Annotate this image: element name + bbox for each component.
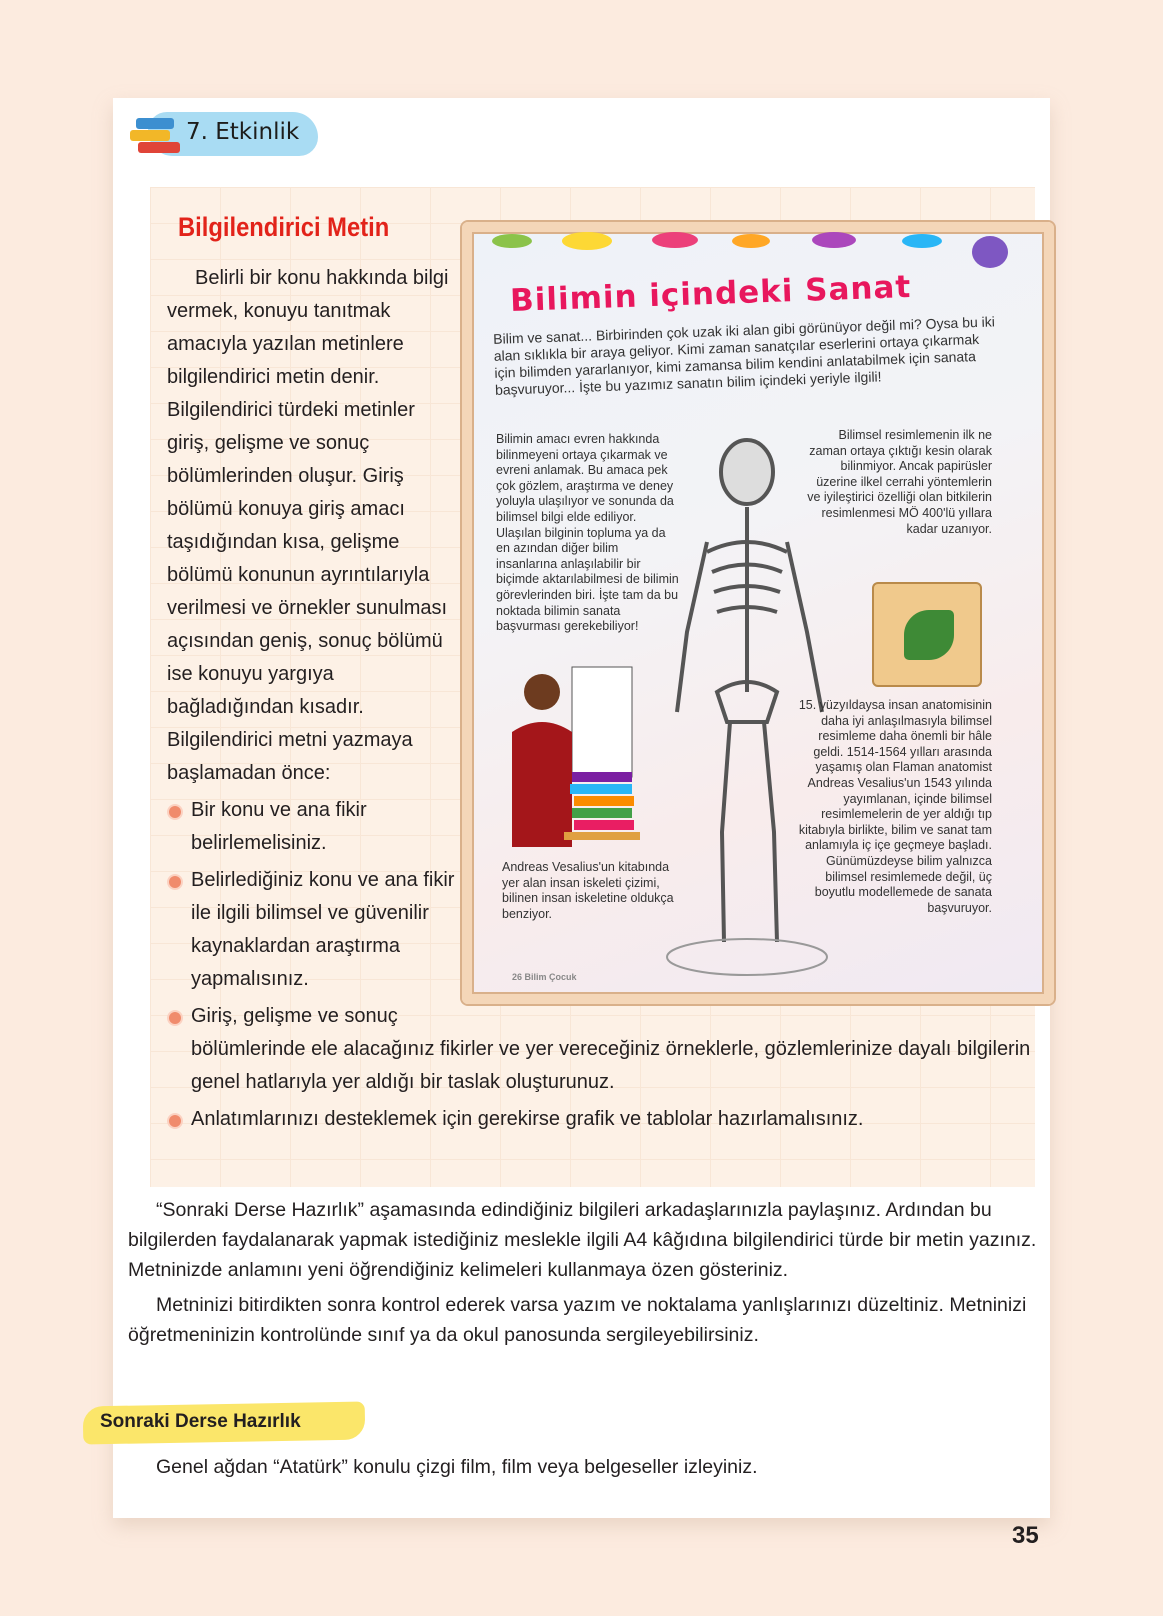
paragraph: Metninizi bitirdikten sonra kontrol ederek varsa yazım ve noktalama yanlışlarınızı düzeltiniz. Metninizi öğretmeninizin kontrolünde sınıf ya da okul panosunda sergileyebilirsiniz. <box>128 1294 1027 1346</box>
magazine-title: Bilimin içindeki Sanat <box>509 269 912 319</box>
section-title: Bilgilendirici Metin <box>178 212 390 242</box>
magazine-footer: 26 Bilim Çocuk <box>512 972 577 982</box>
bullet-icon <box>169 1115 181 1127</box>
vesalius-caption: Andreas Vesalius'un kitabında yer alan insan iskeleti çizimi, bilinen insan iskeletine oldukça benziyor. <box>502 860 674 921</box>
magazine-right-bottom-text: 15. yüzyıldaysa insan anatomisinin daha iyi anlaşılmasıyla bilimsel resimleme daha önemli bir hâle geldi. 1514-1564 yılları arasında yaşamış olan Flaman anatomist Andreas Vesalius'un 1543 yılında yayımlanan, içinde bilimsel resimlemelerin de yer aldığı tıp kitabıyla birlikte, bilim ve sanat tam anlamıyla iç içe geçmeye başladı. Günümüzdeyse bilim yalnızca bilimsel resimlemede değil, üç boyutlu modellemede de sanata başvuruyor. <box>798 698 992 915</box>
bullet-text: Bir konu ve ana fikir belirlemelisiniz. <box>191 799 367 854</box>
activity-badge <box>128 108 318 160</box>
bullet-icon <box>169 806 181 818</box>
magazine-excerpt <box>462 222 1054 1004</box>
bullet-icon <box>169 1012 181 1024</box>
magazine-intro: Bilim ve sanat... Birbirinden çok uzak iki alan gibi görünüyor değil mi? Oysa bu iki alan sıklıkla bir araya geliyor. Kimi zaman sanatçılar eserlerini ortaya çıkarmak için bilimden yararlanıyor, kimi zamansa bilim kendini anlatabilmek için sanata başvuruyor... İşte bu yazımız sanatın bilim içindeki yeriyle ilgili! <box>492 313 996 398</box>
paragraph: “Sonraki Derse Hazırlık” aşamasında edindiğiniz bilgileri arkadaşlarınızla paylaşınız. Ardından bu bilgilerden faydalanarak yapmak istediğiniz meslekle ilgili A4 kâğıdına bilgilendirici türde bir metin yazınız. Metninizde anlamını yeni öğrendiğiniz kelimeleri kullanmaya özen gösteriniz. <box>128 1199 1037 1281</box>
books-icon <box>130 118 182 154</box>
magazine-left-text: Bilimin amacı evren hakkında bilinmeyeni ortaya çıkarmak ve evreni anlamak. Bu amaca pek çok gözlem, araştırma ve deney yoluyla ulaşılıyor ve sonunda da bilimsel bilgi elde ediliyor. Ulaşılan bilginin topluma ya da en azından diğer bilim insanlarına anlaşılabilir bir biçimde aktarılabilmesi de bilimin görevlerinden biri. İşte tam da bu noktada bilimin sanata başvurması gerekebiliyor! <box>496 432 679 634</box>
bullet-item <box>167 1103 1035 1136</box>
bullet-item <box>167 1000 1035 1099</box>
next-lesson-text: Genel ağdan “Atatürk” konulu çizgi film, film veya belgeseller izleyiniz. <box>156 1456 758 1478</box>
bullet-text: Belirlediğiniz konu ve ana fikir ile ilgili bilimsel ve güvenilir kaynaklardan araştırma yapmalısınız. <box>191 869 455 990</box>
instructions <box>128 1195 1038 1355</box>
intro-text: Belirli bir konu hakkında bilgi vermek, konuyu tanıtmak amacıyla yazılan metinlere bilgilendirici metin denir. Bilgilendirici türdeki metinler giriş, gelişme ve sonuç bölümlerinden oluşur. Giriş bölümü konuya giriş amacı taşıdığından kısa, gelişme bölümü konunun ayrıntılarıyla verilmesi ve örnekler sunulması açısından geniş, sonuç bölümü ise konuyu yargıya bağladığından kısadır. Bilgilendirici metni yazmaya başlamadan önce: <box>167 267 449 784</box>
papyrus-scroll-illustration <box>872 582 982 687</box>
next-lesson-title: Sonraki Derse Hazırlık <box>100 1411 301 1432</box>
page-number: 35 <box>1012 1522 1039 1549</box>
bullet-text: Anlatımlarınızı desteklemek için gerekirse grafik ve tablolar hazırlamalısınız. <box>191 1108 864 1130</box>
bullet-text: Giriş, gelişme ve sonuç bölümlerinde ele alacağınız fikirler ve yer vereceğiniz örneklerle, gözlemlerinize dayalı bilgilerin genel hatlarıyla yer aldığı bir taslak oluşturunuz. <box>191 1005 1031 1093</box>
activity-label: 7. Etkinlik <box>186 119 300 145</box>
vesalius-illustration <box>502 662 652 852</box>
magazine-right-top-text: Bilimsel resimlemenin ilk ne zaman ortaya çıktığı kesin olarak bilinmiyor. Ancak papirüsler üzerine ilkel cerrahi yöntemlerin ve iyileştirici özelliği olan bitkilerin resimlenmesi MÖ 400'lü yıllara kadar uzanıyor. <box>807 428 992 536</box>
bullet-icon <box>169 876 181 888</box>
